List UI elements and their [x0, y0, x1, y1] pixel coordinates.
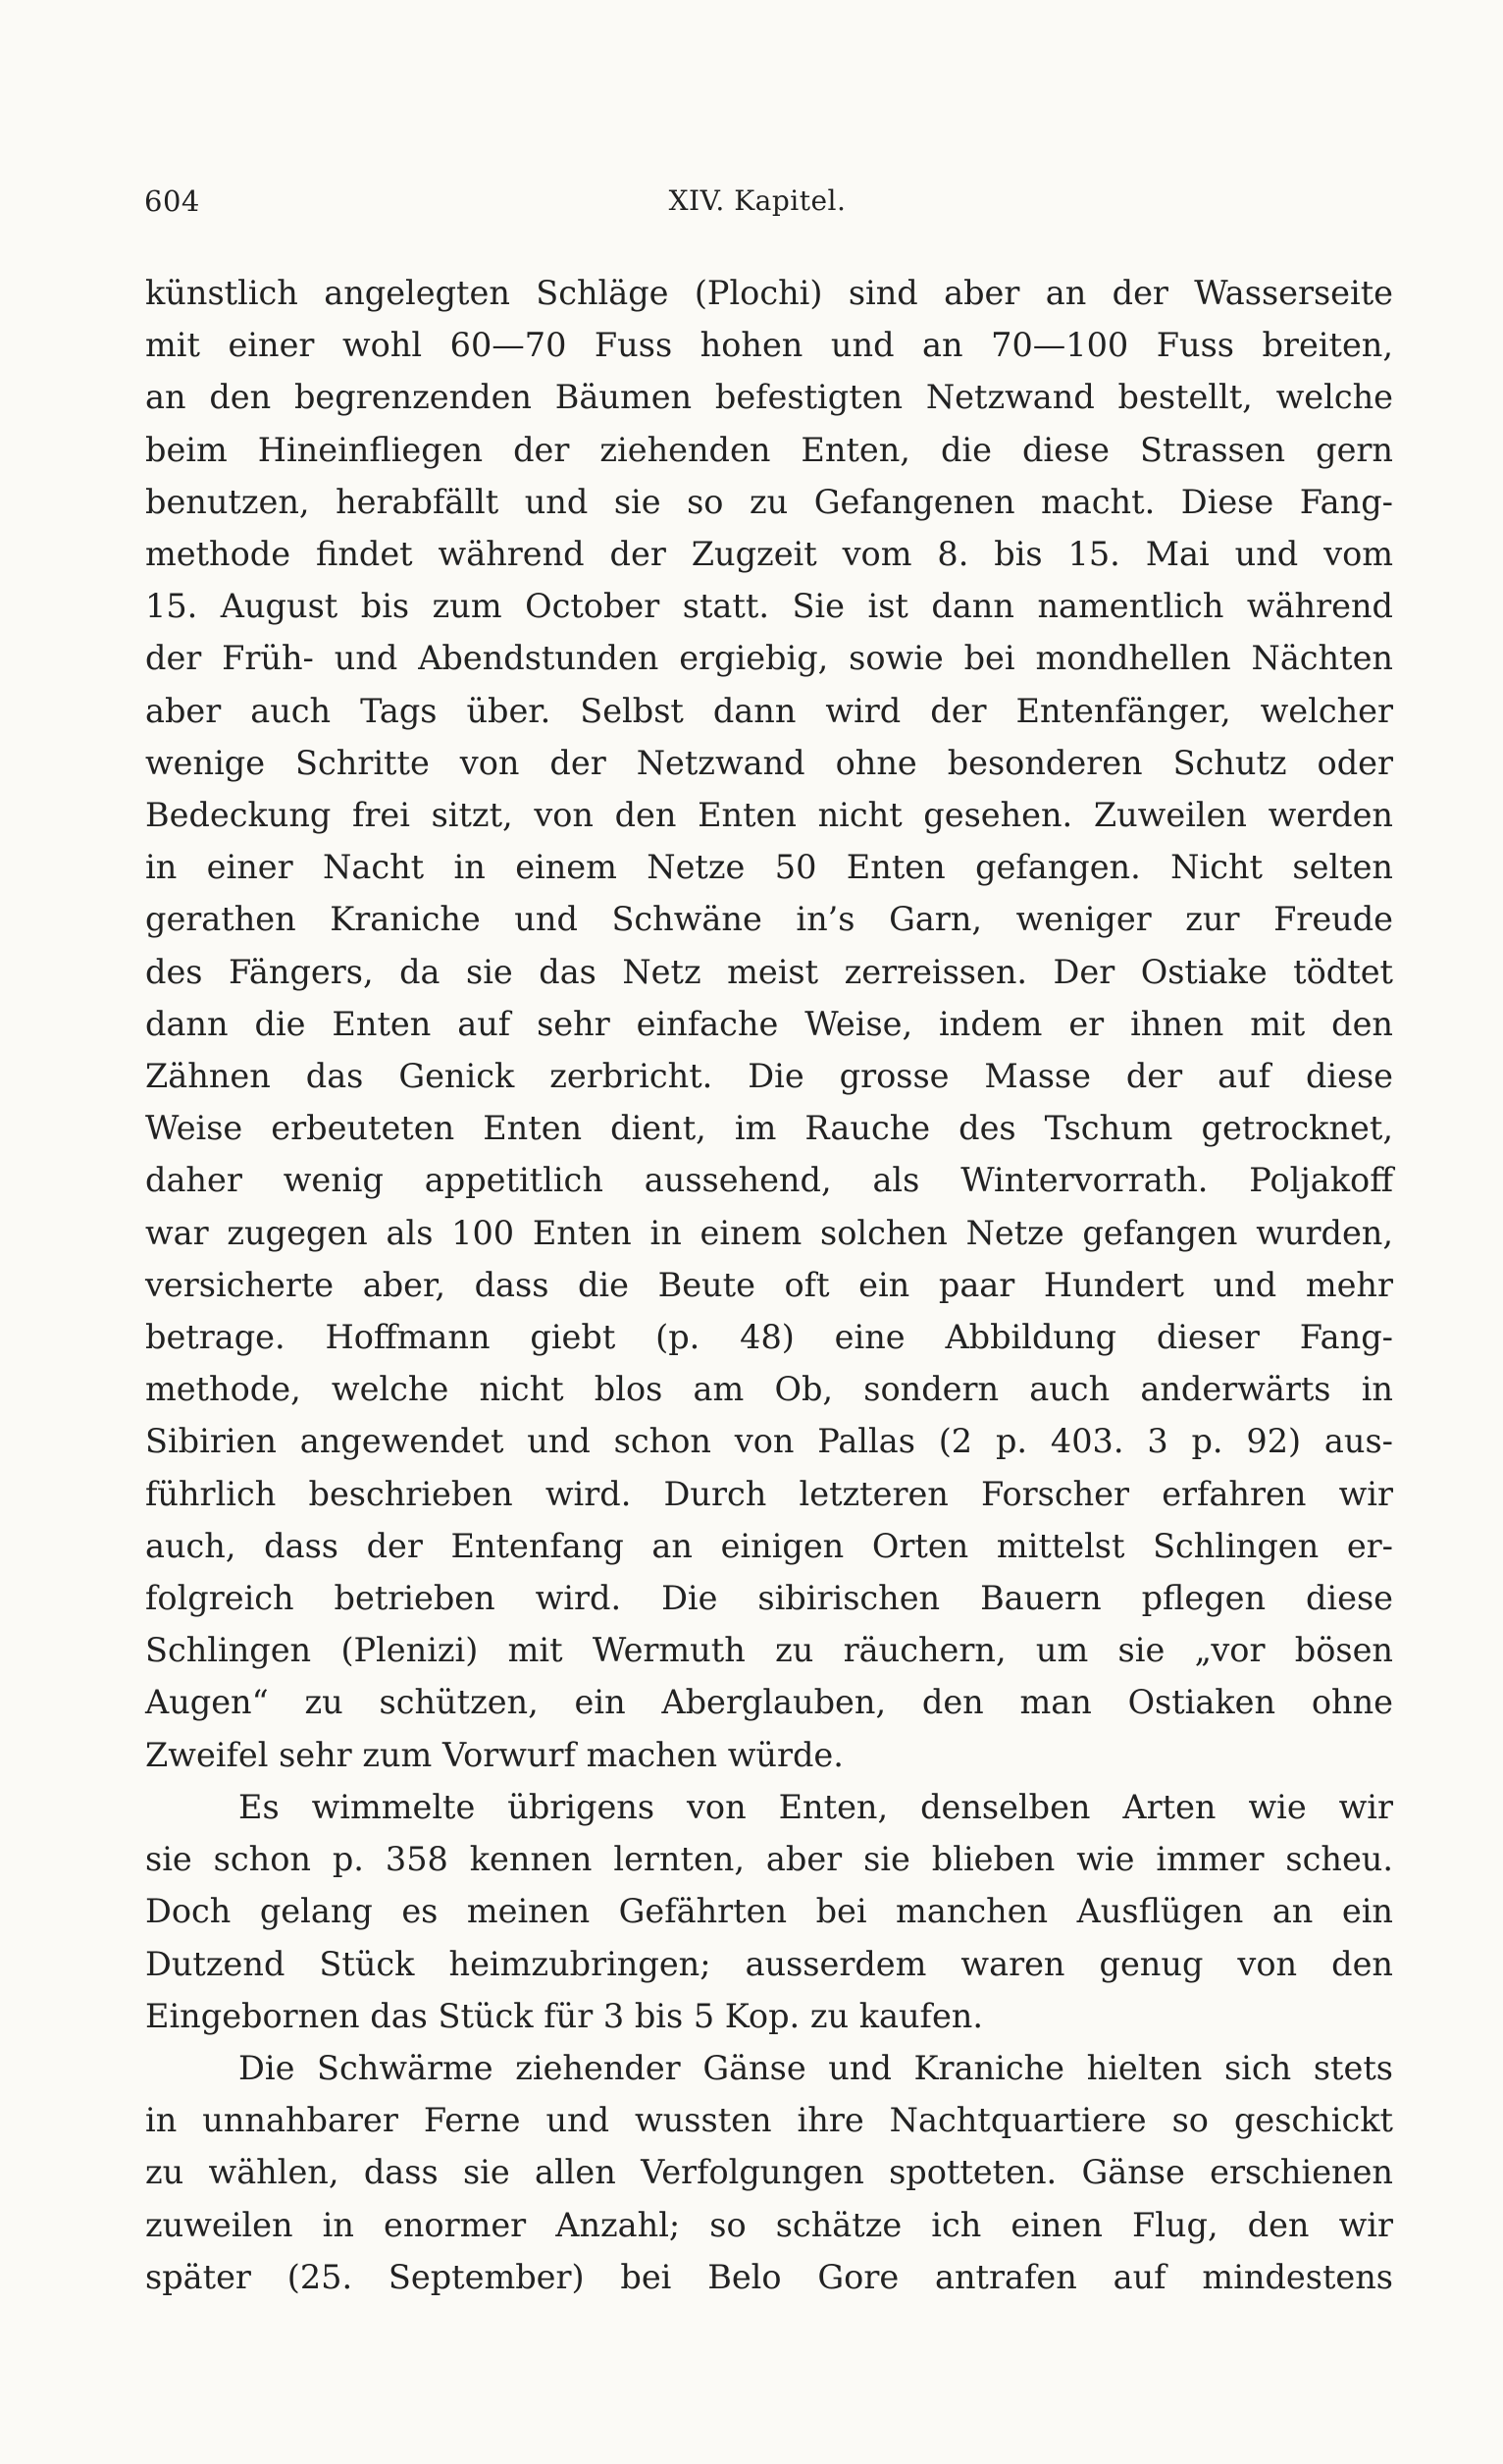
text-line: daher wenig appetitlich aussehend, als Wintervorrath. Poljakoff [145, 1161, 1393, 1200]
text-line: 15. August bis zum October statt. Sie ist dann namentlich während [145, 587, 1393, 626]
text-line: sie schon p. 358 kennen lernten, aber sie blieben wie immer scheu. [145, 1840, 1393, 1879]
text-line: beim Hineinfliegen der ziehenden Enten, die diese Strassen gern [145, 430, 1393, 469]
text-line: benutzen, herabfällt und sie so zu Gefangenen macht. Diese Fang- [145, 482, 1393, 521]
text-line: war zugegen als 100 Enten in einem solchen Netze gefangen wurden, [145, 1213, 1393, 1252]
text-line: Sibirien angewendet und schon von Pallas (2 p. 403. 3 p. 92) aus- [145, 1422, 1393, 1461]
text-line: aber auch Tags über. Selbst dann wird der Entenfänger, welcher [145, 691, 1393, 730]
text-line: betrage. Hoffmann giebt (p. 48) eine Abbildung dieser Fang- [145, 1318, 1393, 1357]
text-line: wenige Schritte von der Netzwand ohne besonderen Schutz oder [145, 743, 1393, 782]
text-line: Die Schwärme ziehender Gänse und Kraniche hielten sich stets [238, 2048, 1393, 2087]
text-line: methode findet während der Zugzeit vom 8. bis 15. Mai und vom [145, 535, 1393, 574]
paragraph [145, 267, 1393, 1781]
text-line: gerathen Kraniche und Schwäne in’s Garn, weniger zur Freude [145, 900, 1393, 939]
text-line: Dutzend Stück heimzubringen; ausserdem waren genug von den [145, 1944, 1393, 1983]
text-line: Schlingen (Plenizi) mit Wermuth zu räuchern, um sie „vor bösen [145, 1631, 1393, 1670]
text-line: des Fängers, da sie das Netz meist zerreissen. Der Ostiake tödtet [145, 952, 1393, 991]
text-line: Doch gelang es meinen Gefährten bei manchen Ausflügen an ein [145, 1892, 1393, 1931]
paragraph [145, 1781, 1393, 2042]
text-line: künstlich angelegten Schläge (Plochi) sind aber an der Wasserseite [145, 274, 1393, 312]
text-line: führlich beschrieben wird. Durch letzteren Forscher erfahren wir [145, 1474, 1393, 1513]
text-line: später (25. September) bei Belo Gore antrafen auf mindestens [145, 2257, 1393, 2296]
text-line: an den begrenzenden Bäumen befestigten Netzwand bestellt, welche [145, 378, 1393, 417]
text-line: in unnahbarer Ferne und wussten ihre Nachtquartiere so geschickt [145, 2101, 1393, 2140]
text-line: in einer Nacht in einem Netze 50 Enten gefangen. Nicht selten [145, 848, 1393, 887]
paragraph [145, 2042, 1393, 2303]
body-text [145, 267, 1393, 2303]
text-line: auch, dass der Entenfang an einigen Orten mittelst Schlingen er- [145, 1526, 1393, 1565]
text-line: Augen“ zu schützen, ein Aberglauben, den man Ostiaken ohne [145, 1683, 1393, 1722]
running-head: XIV. Kapitel. [668, 184, 847, 217]
text-line: Weise erbeuteten Enten dient, im Rauche des Tschum getrocknet, [145, 1109, 1393, 1148]
page-number: 604 [144, 184, 200, 218]
text-line: dann die Enten auf sehr einfache Weise, indem er ihnen mit den [145, 1004, 1393, 1043]
text-line: zuweilen in enormer Anzahl; so schätze ich einen Flug, den wir [145, 2205, 1393, 2244]
text-line: Zweifel sehr zum Vorwurf machen würde. [145, 1735, 844, 1774]
text-line: Zähnen das Genick zerbricht. Die grosse Masse der auf diese [145, 1057, 1393, 1096]
text-line: der Früh- und Abendstunden ergiebig, sowie bei mondhellen Nächten [145, 639, 1393, 678]
text-line: methode, welche nicht blos am Ob, sondern auch anderwärts in [145, 1370, 1393, 1409]
text-line: versicherte aber, dass die Beute oft ein paar Hundert und mehr [145, 1265, 1393, 1304]
text-line: Bedeckung frei sitzt, von den Enten nicht gesehen. Zuweilen werden [145, 796, 1393, 835]
text-line: folgreich betrieben wird. Die sibirischen Bauern pflegen diese [145, 1579, 1393, 1618]
text-line: Es wimmelte übrigens von Enten, denselben Arten wie wir [238, 1787, 1393, 1826]
page-header [144, 184, 1371, 224]
text-line: Eingebornen das Stück für 3 bis 5 Kop. zu kaufen. [145, 1996, 983, 2035]
text-line: mit einer wohl 60—70 Fuss hohen und an 70—100 Fuss breiten, [145, 326, 1393, 365]
text-line: zu wählen, dass sie allen Verfolgungen spotteten. Gänse erschienen [145, 2153, 1393, 2192]
